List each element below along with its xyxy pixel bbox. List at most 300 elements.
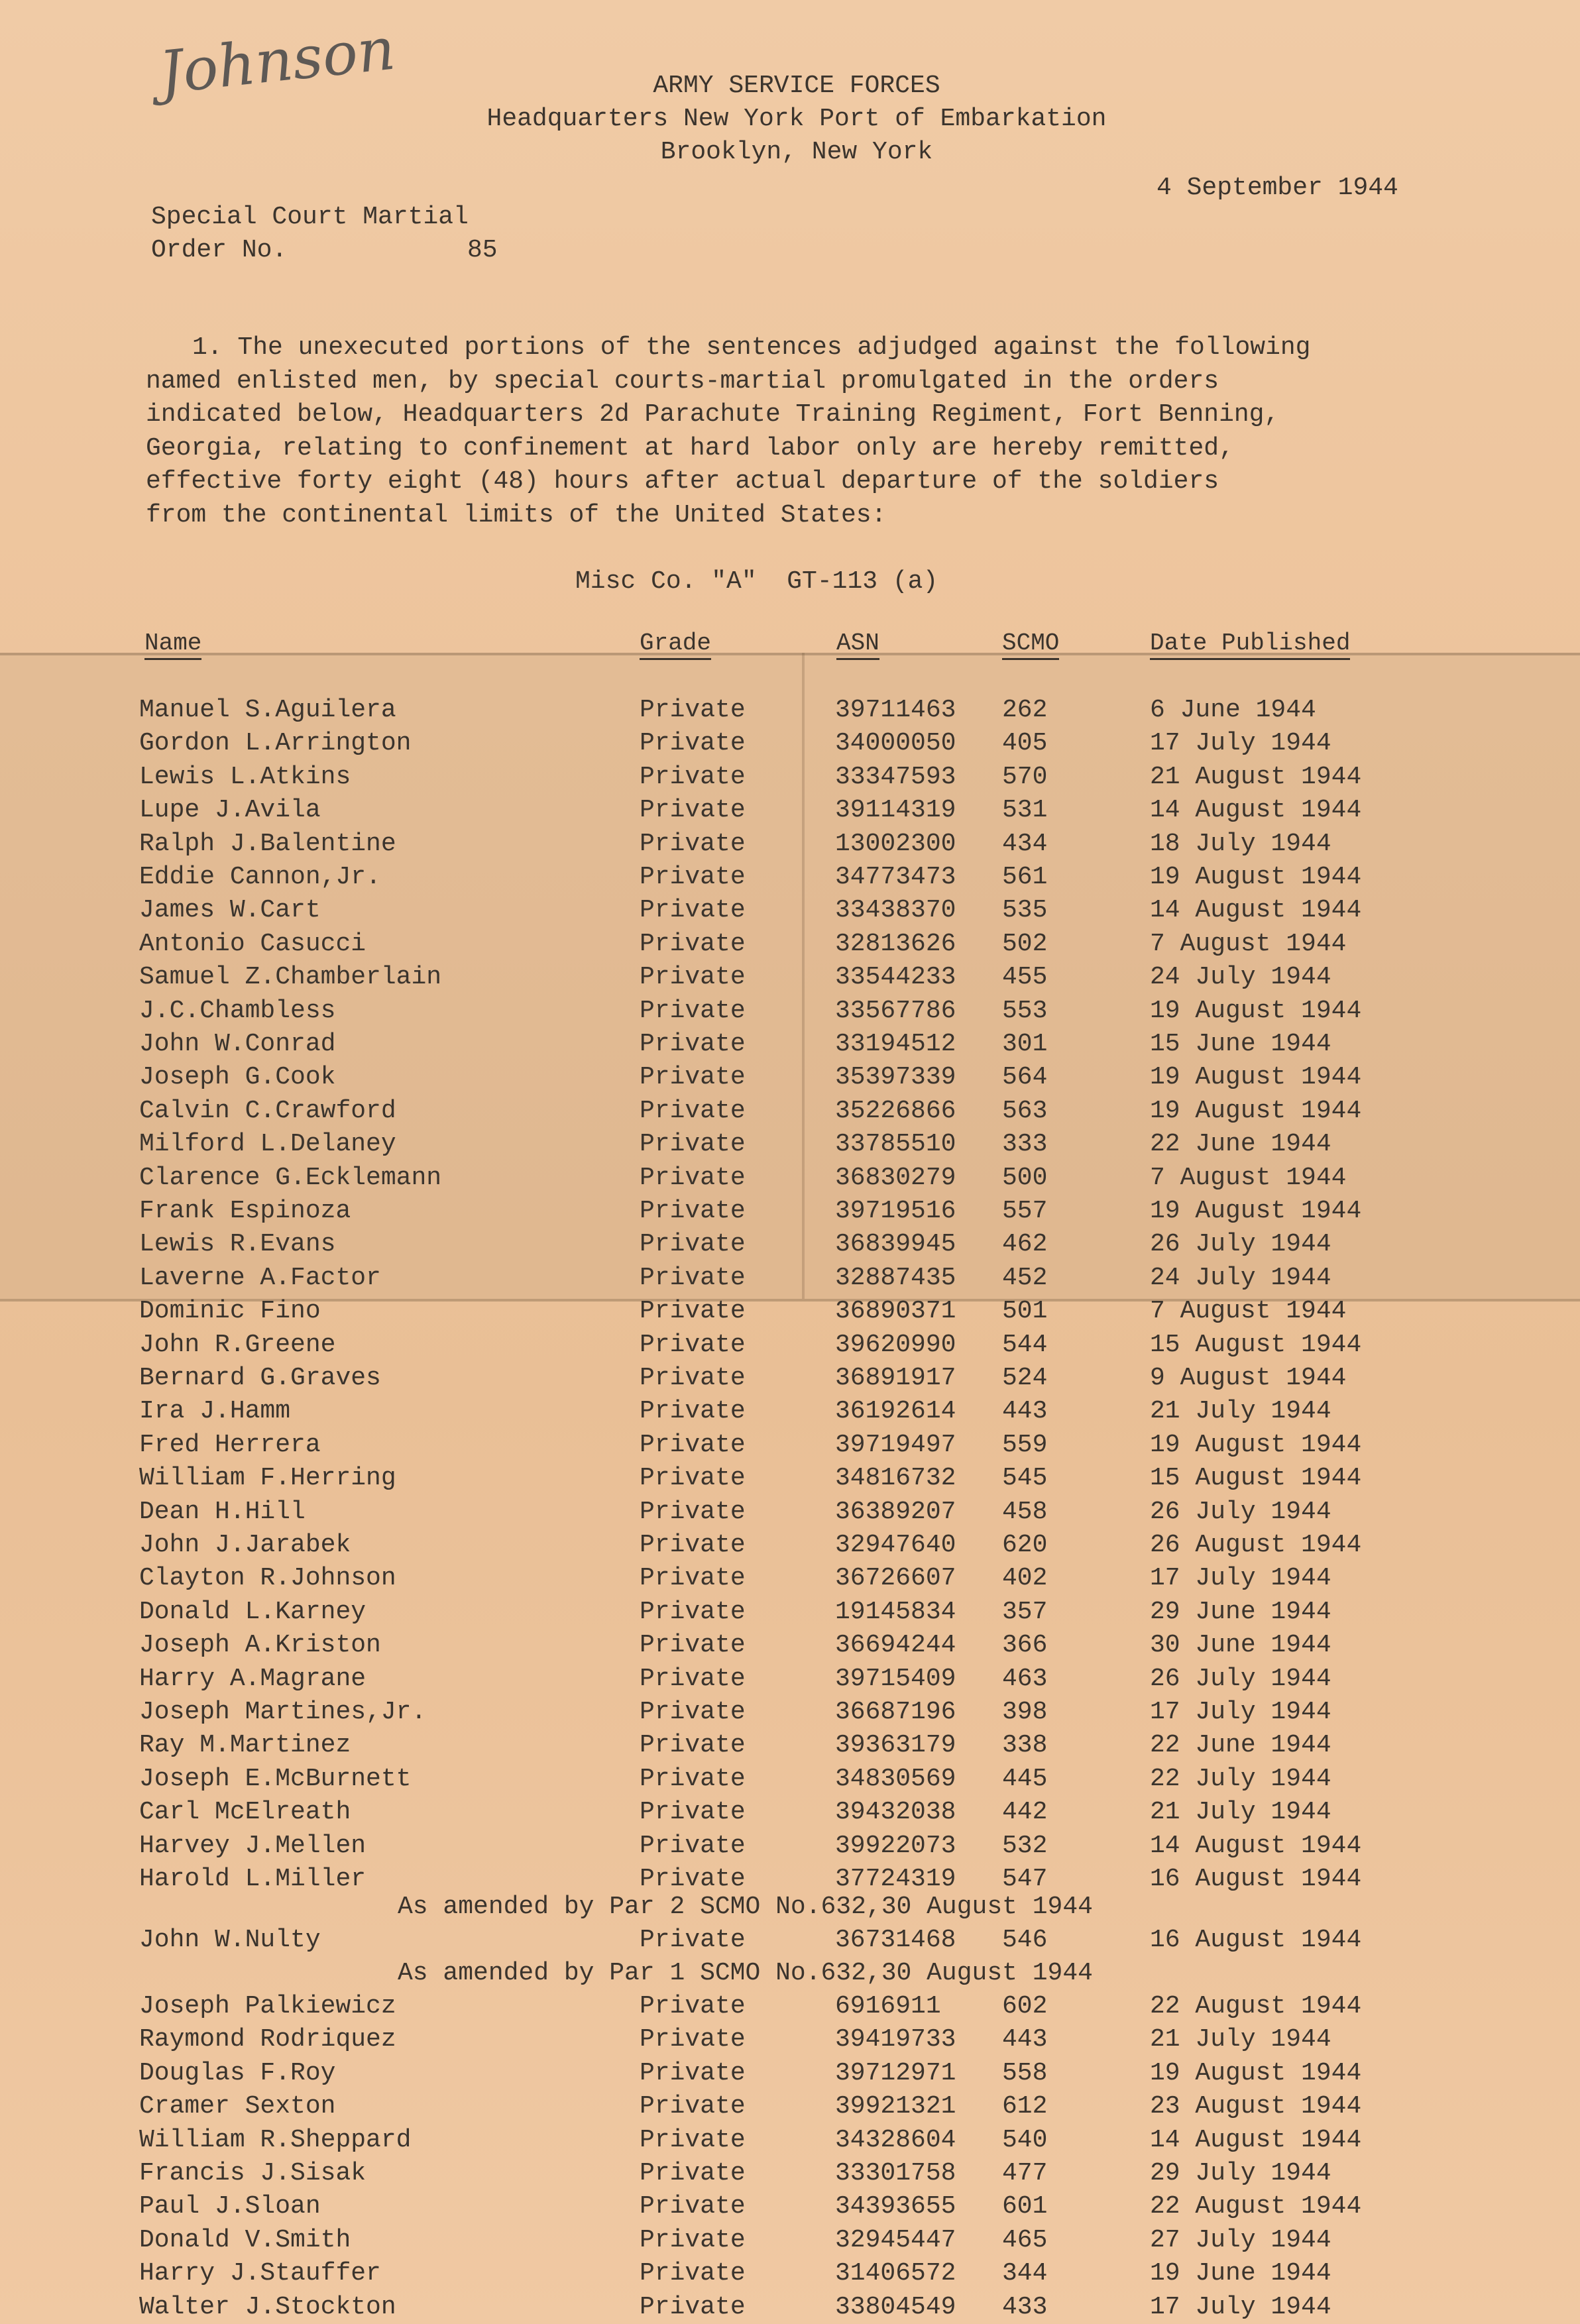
cell-grade: Private [640,1865,746,1893]
cell-grade: Private [640,1698,746,1726]
cell-scmo: 500 [1002,1163,1048,1192]
table-row [0,1832,1580,1865]
cell-asn: 34000050 [835,729,956,758]
cell-date: 15 August 1944 [1150,1464,1362,1493]
table-row [0,1665,1580,1698]
cell-scmo: 398 [1002,1698,1048,1726]
cell-asn: 39419733 [835,2025,956,2054]
cell-asn: 35397339 [835,1063,956,1092]
cell-scmo: 433 [1002,2292,1048,2321]
cell-scmo: 452 [1002,1263,1048,1292]
cell-asn: 39711463 [835,696,956,724]
cell-asn: 36687196 [835,1698,956,1726]
cell-name: Dominic Fino [139,1297,321,1326]
cell-asn: 33438370 [835,896,956,925]
cell-date: 19 August 1944 [1150,1430,1362,1459]
cell-name: John W.Nulty [139,1926,321,1954]
cell-name: Cramer Sexton [139,2092,336,2121]
cell-name: John W.Conrad [139,1030,336,1058]
cell-name: Walter J.Stockton [139,2292,396,2321]
cell-asn: 32947640 [835,1531,956,1559]
cell-name: Manuel S.Aguilera [139,696,396,724]
cell-scmo: 570 [1002,762,1048,791]
cell-name: Harry A.Magrane [139,1664,367,1693]
table-row [0,763,1580,796]
cell-scmo: 434 [1002,829,1048,858]
cell-date: 21 August 1944 [1150,762,1362,791]
cell-scmo: 602 [1002,1992,1048,2020]
cell-date: 26 July 1944 [1150,1230,1331,1259]
cell-scmo: 557 [1002,1197,1048,1225]
cell-scmo: 502 [1002,929,1048,958]
cell-scmo: 531 [1002,796,1048,825]
cell-name: Harvey J.Mellen [139,1831,367,1860]
cell-date: 18 July 1944 [1150,829,1331,858]
cell-grade: Private [640,863,746,891]
cell-scmo: 545 [1002,1464,1048,1493]
cell-scmo: 333 [1002,1130,1048,1159]
cell-scmo: 564 [1002,1063,1048,1092]
table-row [0,729,1580,762]
cell-grade: Private [640,2159,746,2187]
cell-name: Bernard G.Graves [139,1364,381,1392]
cell-date: 17 July 1944 [1150,2292,1331,2321]
header-line-3: Brooklyn, New York [660,138,933,166]
cell-scmo: 462 [1002,1230,1048,1259]
cell-scmo: 540 [1002,2125,1048,2154]
document-date: 4 September 1944 [1157,174,1398,202]
column-header-asn: ASN [836,630,879,660]
cell-asn: 33804549 [835,2292,956,2321]
cell-scmo: 455 [1002,963,1048,992]
cell-scmo: 465 [1002,2225,1048,2254]
cell-date: 24 July 1944 [1150,963,1331,992]
cell-date: 19 August 1944 [1150,1063,1362,1092]
cell-name: Joseph E.McBurnett [139,1764,412,1793]
table-row [0,2192,1580,2225]
cell-scmo: 262 [1002,696,1048,724]
cell-date: 16 August 1944 [1150,1926,1362,1954]
cell-grade: Private [640,1063,746,1092]
cell-name: Douglas F.Roy [139,2058,336,2087]
cell-name: Fred Herrera [139,1430,321,1459]
cell-grade: Private [640,696,746,724]
cell-scmo: 344 [1002,2259,1048,2288]
amendment-note: As amended by Par 1 SCMO No.632,30 August 1944 [398,1959,1093,1987]
cell-scmo: 501 [1002,1297,1048,1326]
cell-date: 17 July 1944 [1150,1698,1331,1726]
cell-date: 26 July 1944 [1150,1664,1331,1693]
cell-grade: Private [640,729,746,758]
cell-date: 19 August 1944 [1150,996,1362,1025]
cell-scmo: 558 [1002,2058,1048,2087]
cell-date: 19 August 1944 [1150,1096,1362,1125]
table-row [0,997,1580,1030]
cell-asn: 33785510 [835,1130,956,1159]
table-row [0,1030,1580,1063]
cell-name: Ray M.Martinez [139,1731,351,1760]
paragraph-line: Georgia, relating to confinement at hard labor only are hereby remitted, [146,433,1234,463]
cell-scmo: 547 [1002,1865,1048,1893]
cell-scmo: 477 [1002,2159,1048,2187]
cell-date: 19 August 1944 [1150,2058,1362,2087]
cell-grade: Private [640,1364,746,1392]
cell-asn: 39921321 [835,2092,956,2121]
cell-scmo: 620 [1002,1531,1048,1559]
cell-name: John J.Jarabek [139,1531,351,1559]
cell-asn: 37724319 [835,1865,956,1893]
cell-date: 23 August 1944 [1150,2092,1362,2121]
cell-name: Gordon L.Arrington [139,729,412,758]
cell-name: Ralph J.Balentine [139,829,396,858]
cell-date: 6 June 1944 [1150,696,1316,724]
cell-date: 21 July 1944 [1150,1397,1331,1426]
cell-name: Milford L.Delaney [139,1130,396,1159]
cell-name: J.C.Chambless [139,996,336,1025]
cell-asn: 35226866 [835,1096,956,1125]
body-paragraph [146,331,1405,532]
cell-grade: Private [640,2225,746,2254]
cell-asn: 39363179 [835,1731,956,1760]
cell-name: James W.Cart [139,896,321,925]
table-row [0,2059,1580,2092]
cell-asn: 33347593 [835,762,956,791]
cell-date: 30 June 1944 [1150,1631,1331,1660]
cell-grade: Private [640,2192,746,2221]
table-row [0,863,1580,896]
cell-asn: 6916911 [835,1992,941,2020]
cell-date: 21 July 1944 [1150,1798,1331,1827]
cell-asn: 32887435 [835,1263,956,1292]
table-row [0,2293,1580,2324]
cell-asn: 39432038 [835,1798,956,1827]
cell-name: Lewis L.Atkins [139,762,351,791]
cell-date: 9 August 1944 [1150,1364,1347,1392]
cell-grade: Private [640,2025,746,2054]
cell-scmo: 338 [1002,1731,1048,1760]
table-row [0,963,1580,996]
cell-date: 26 July 1944 [1150,1497,1331,1526]
order-number: 85 [467,236,498,264]
table-row [0,1992,1580,2025]
cell-name: Paul J.Sloan [139,2192,321,2221]
cell-scmo: 402 [1002,1564,1048,1593]
cell-date: 22 June 1944 [1150,1731,1331,1760]
cell-grade: Private [640,1030,746,1058]
order-label: Order No. [151,236,288,264]
cell-asn: 39719516 [835,1197,956,1225]
cell-grade: Private [640,2259,746,2288]
cell-asn: 33194512 [835,1030,956,1058]
cell-grade: Private [640,963,746,992]
cell-date: 14 August 1944 [1150,1831,1362,1860]
cell-grade: Private [640,1531,746,1559]
cell-scmo: 301 [1002,1030,1048,1058]
table-row [0,1498,1580,1531]
paragraph-line: from the continental limits of the United States: [146,500,887,529]
cell-scmo: 366 [1002,1631,1048,1660]
cell-date: 22 August 1944 [1150,2192,1362,2221]
table-row [0,1731,1580,1764]
cell-grade: Private [640,1992,746,2020]
table-row [0,1598,1580,1631]
table-row [0,1097,1580,1130]
cell-scmo: 445 [1002,1764,1048,1793]
header-line-1: ARMY SERVICE FORCES [653,72,940,100]
cell-date: 7 August 1944 [1150,929,1347,958]
table-row [0,1331,1580,1364]
cell-name: Antonio Casucci [139,929,367,958]
company-subheading: Misc Co. "A" GT-113 (a) [575,567,938,596]
cell-date: 7 August 1944 [1150,1297,1347,1326]
cell-date: 29 June 1944 [1150,1597,1331,1626]
cell-grade: Private [640,829,746,858]
column-header-grade: Grade [640,630,711,660]
cell-name: Raymond Rodriquez [139,2025,396,2054]
cell-asn: 39922073 [835,1831,956,1860]
cell-scmo: 463 [1002,1664,1048,1693]
cell-date: 7 August 1944 [1150,1163,1347,1192]
amendment-note: As amended by Par 2 SCMO No.632,30 August 1944 [398,1893,1093,1921]
cell-grade: Private [640,996,746,1025]
cell-name: William F.Herring [139,1464,396,1493]
cell-scmo: 612 [1002,2092,1048,2121]
cell-scmo: 443 [1002,2025,1048,2054]
table-row [0,1297,1580,1330]
cell-name: Frank Espinoza [139,1197,351,1225]
table-row [0,2159,1580,2192]
cell-name: Joseph Martines,Jr. [139,1698,427,1726]
cell-date: 24 July 1944 [1150,1263,1331,1292]
handwritten-signature: Johnson [156,14,398,107]
cell-asn: 39114319 [835,796,956,825]
cell-grade: Private [640,1330,746,1359]
cell-asn: 39620990 [835,1330,956,1359]
cell-scmo: 561 [1002,863,1048,891]
cell-asn: 39719497 [835,1430,956,1459]
cell-asn: 36731468 [835,1926,956,1954]
cell-name: Lewis R.Evans [139,1230,336,1259]
cell-date: 14 August 1944 [1150,896,1362,925]
cell-grade: Private [640,1497,746,1526]
cell-scmo: 601 [1002,2192,1048,2221]
table-row [0,1130,1580,1163]
cell-date: 14 August 1944 [1150,796,1362,825]
cell-asn: 33544233 [835,963,956,992]
table-row [0,1397,1580,1430]
cell-date: 21 July 1944 [1150,2025,1331,2054]
cell-grade: Private [640,2125,746,2154]
cell-grade: Private [640,1397,746,1426]
paragraph-line: 1. The unexecuted portions of the sentences adjudged against the following [192,333,1311,362]
cell-scmo: 563 [1002,1096,1048,1125]
cell-asn: 36839945 [835,1230,956,1259]
cell-grade: Private [640,1263,746,1292]
cell-grade: Private [640,1564,746,1593]
cell-grade: Private [640,1798,746,1827]
column-header-date: Date Published [1150,630,1350,660]
table-row [0,696,1580,729]
column-header-scmo: SCMO [1002,630,1059,660]
table-row [0,1230,1580,1263]
cell-scmo: 405 [1002,729,1048,758]
cell-grade: Private [640,1664,746,1693]
cell-name: Lupe J.Avila [139,796,321,825]
cell-asn: 34773473 [835,863,956,891]
cell-asn: 36830279 [835,1163,956,1192]
cell-grade: Private [640,1764,746,1793]
cell-scmo: 546 [1002,1926,1048,1954]
cell-asn: 32813626 [835,929,956,958]
cell-grade: Private [640,2058,746,2087]
cell-asn: 13002300 [835,829,956,858]
cell-grade: Private [640,1297,746,1326]
table-row [0,830,1580,863]
table-row [0,896,1580,929]
cell-grade: Private [640,1464,746,1493]
cell-scmo: 443 [1002,1397,1048,1426]
table-row [0,2092,1580,2125]
table-row [0,1464,1580,1497]
cell-asn: 39715409 [835,1664,956,1693]
cell-name: Harold L.Miller [139,1865,367,1893]
cell-asn: 33301758 [835,2159,956,2187]
cell-name: Dean H.Hill [139,1497,306,1526]
table-row [0,1698,1580,1731]
table-row [0,1264,1580,1297]
cell-date: 14 August 1944 [1150,2125,1362,2154]
cell-asn: 36726607 [835,1564,956,1593]
cell-scmo: 535 [1002,896,1048,925]
table-row [0,2025,1580,2058]
cell-date: 19 June 1944 [1150,2259,1331,2288]
cell-asn: 36890371 [835,1297,956,1326]
cell-date: 15 August 1944 [1150,1330,1362,1359]
cell-grade: Private [640,1096,746,1125]
cell-asn: 32945447 [835,2225,956,2254]
cell-date: 17 July 1944 [1150,1564,1331,1593]
cell-grade: Private [640,1430,746,1459]
cell-asn: 36891917 [835,1364,956,1392]
cell-name: Donald V.Smith [139,2225,351,2254]
cell-date: 22 August 1944 [1150,1992,1362,2020]
paragraph-line: effective forty eight (48) hours after actual departure of the soldiers [146,467,1219,496]
cell-scmo: 524 [1002,1364,1048,1392]
order-title: Special Court Martial [151,203,469,231]
cell-name: Francis J.Sisak [139,2159,367,2187]
cell-scmo: 544 [1002,1330,1048,1359]
cell-date: 19 August 1944 [1150,1197,1362,1225]
cell-name: Donald L.Karney [139,1597,367,1626]
cell-grade: Private [640,2092,746,2121]
cell-asn: 31406572 [835,2259,956,2288]
table-row [0,1564,1580,1597]
cell-name: Clarence G.Ecklemann [139,1163,442,1192]
paragraph-line: named enlisted men, by special courts-martial promulgated in the orders [146,366,1219,396]
table-row [0,1063,1580,1096]
cell-name: Joseph Palkiewicz [139,1992,396,2020]
cell-asn: 36192614 [835,1397,956,1426]
table-row [0,2126,1580,2159]
table-row [0,1431,1580,1464]
cell-asn: 34393655 [835,2192,956,2221]
cell-scmo: 532 [1002,1831,1048,1860]
table-row [0,1631,1580,1664]
cell-grade: Private [640,2292,746,2321]
cell-name: John R.Greene [139,1330,336,1359]
cell-grade: Private [640,1197,746,1225]
cell-asn: 33567786 [835,996,956,1025]
table-row [0,1364,1580,1397]
table-row [0,2226,1580,2259]
cell-name: Samuel Z.Chamberlain [139,963,442,992]
cell-asn: 36694244 [835,1631,956,1660]
paragraph-line: indicated below, Headquarters 2d Parachute Training Regiment, Fort Benning, [146,400,1280,429]
table-row [0,1926,1580,1959]
cell-date: 22 June 1944 [1150,1130,1331,1159]
column-header-name: Name [144,630,201,660]
cell-name: Carl McElreath [139,1798,351,1827]
cell-grade: Private [640,1230,746,1259]
cell-grade: Private [640,762,746,791]
cell-scmo: 357 [1002,1597,1048,1626]
cell-name: Joseph G.Cook [139,1063,336,1092]
cell-asn: 34328604 [835,2125,956,2154]
cell-scmo: 559 [1002,1430,1048,1459]
table-row [0,1798,1580,1831]
cell-name: Eddie Cannon,Jr. [139,863,381,891]
cell-name: Harry J.Stauffer [139,2259,381,2288]
table-row [0,1765,1580,1798]
cell-grade: Private [640,796,746,825]
cell-date: 15 June 1944 [1150,1030,1331,1058]
cell-grade: Private [640,929,746,958]
table-row [0,930,1580,963]
cell-grade: Private [640,1926,746,1954]
cell-asn: 39712971 [835,2058,956,2087]
cell-grade: Private [640,1731,746,1760]
cell-grade: Private [640,1597,746,1626]
table-row [0,1197,1580,1230]
cell-name: Joseph A.Kriston [139,1631,381,1660]
cell-grade: Private [640,1130,746,1159]
cell-grade: Private [640,1163,746,1192]
cell-scmo: 553 [1002,996,1048,1025]
cell-name: Ira J.Hamm [139,1397,291,1426]
table-row [0,1531,1580,1564]
cell-date: 22 July 1944 [1150,1764,1331,1793]
cell-asn: 19145834 [835,1597,956,1626]
cell-date: 17 July 1944 [1150,729,1331,758]
cell-date: 16 August 1944 [1150,1865,1362,1893]
cell-asn: 36389207 [835,1497,956,1526]
cell-grade: Private [640,1631,746,1660]
cell-date: 26 August 1944 [1150,1531,1362,1559]
table-row [0,796,1580,829]
cell-asn: 34816732 [835,1464,956,1493]
cell-date: 19 August 1944 [1150,863,1362,891]
cell-scmo: 458 [1002,1497,1048,1526]
cell-date: 27 July 1944 [1150,2225,1331,2254]
table-row [0,1164,1580,1197]
header-line-2: Headquarters New York Port of Embarkation [486,105,1107,133]
cell-grade: Private [640,1831,746,1860]
table-row [0,2259,1580,2292]
cell-name: Laverne A.Factor [139,1263,381,1292]
cell-grade: Private [640,896,746,925]
cell-scmo: 442 [1002,1798,1048,1827]
cell-asn: 34830569 [835,1764,956,1793]
